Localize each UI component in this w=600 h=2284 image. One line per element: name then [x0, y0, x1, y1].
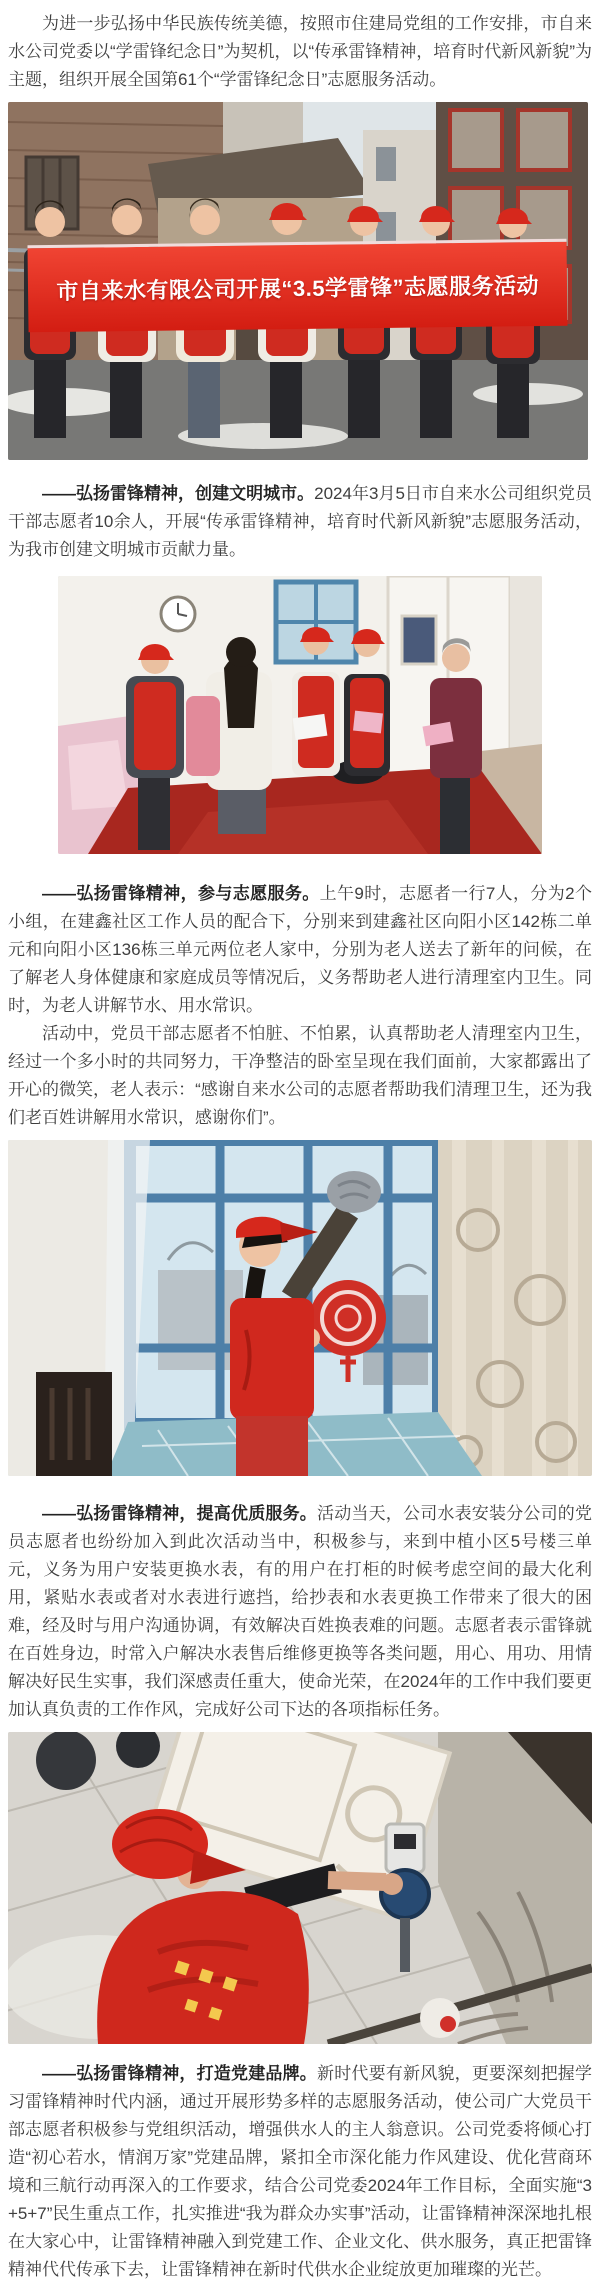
paragraph-lead: ——弘扬雷锋精神，创建文明城市。 [42, 484, 315, 503]
paragraph-text: 上午9时，志愿者一行7人，分为2个小组，在建鑫社区工作人员的配合下，分别来到建鑫社区向阳小区142栋二单元和向阳小区136栋三单元两位老人家中，分别为老人送去了新年的问候，在了解老人身体健康和家庭成员等情况后，义务帮助老人进行清理室内卫生。同时，为老人讲解节水、用水常识。 [8, 884, 592, 1015]
paragraph-text: 活动中，党员干部志愿者不怕脏、不怕累，认真帮助老人清理室内卫生，经过一个多小时的共同努力，干净整洁的卧室呈现在我们面前，大家都露出了开心的微笑，老人表示：“感谢自来水公司的志愿者帮助我们清理卫生，还为我们老百姓讲解用水常识，感谢你们”。 [8, 1024, 592, 1127]
paragraph-lead: ——弘扬雷锋精神，提高优质服务。 [42, 1504, 317, 1523]
paragraph-text: 为进一步弘扬中华民族传统美德，按照市住建局党组的工作安排，市自来水公司党委以“学雷锋纪念日”为契机，以“传承雷锋精神，培育时代新风新貌”为主题，组织开展全国第61个“学雷锋纪念日”志愿服务活动。 [8, 14, 592, 89]
paragraph-civilized-city [8, 480, 592, 564]
paragraph-cleaning [8, 1020, 592, 1132]
paragraph-text: 2024年3月5日市自来水公司组织党员干部志愿者10余人，开展“传承雷锋精神，培育时代新风新貌”志愿服务活动，为我市创建文明城市贡献力量。 [8, 484, 593, 559]
photo-home-visit[interactable] [58, 576, 542, 854]
paragraph-party-brand [8, 2060, 592, 2284]
paragraph-lead: ——弘扬雷锋精神，打造党建品牌。 [42, 2064, 317, 2083]
photo-water-meter[interactable] [8, 1732, 592, 2044]
paragraph-text: 新时代要有新风貌，更要深刻把握学习雷锋精神时代内涵，通过开展形势多样的志愿服务活动，使公司广大党员干部志愿者积极参与党组织活动，增强供水人的主人翁意识。公司党委将倾心打造“初心若水，情润万家”党建品牌，紧扣全市深化能力作风建设、优化营商环境和三航行动再深入的工作要求，结合公司党委2024年工作目标，全面实施“3+5+7”民生重点工作，扎实推进“我为群众办实事”活动，让雷锋精神深深地扎根在大家心中，让雷锋精神融入到党建工作、企业文化、供水服务，真正把雷锋精神代代传承下去，让雷锋精神在新时代供水企业绽放更加璀璨的光芒。 [8, 2064, 592, 2279]
paragraph-volunteer-service [8, 880, 592, 1020]
paragraph-lead: ——弘扬雷锋精神，参与志愿服务。 [42, 884, 320, 903]
paragraph-meter-service [8, 1500, 592, 1724]
water-meter-illustration [8, 1732, 592, 2044]
banner-text: 市自来水有限公司开展“3.5学雷锋”志愿服务活动 [28, 238, 568, 332]
photo-window-cleaning[interactable] [8, 1140, 592, 1476]
paragraph-intro [8, 10, 592, 94]
photo-group-banner[interactable] [8, 102, 588, 460]
home-visit-illustration [58, 576, 542, 854]
paragraph-text: 活动当天，公司水表安装分公司的党员志愿者也纷纷加入到此次活动当中，积极参与，来到中植小区5号楼三单元，义务为用户安装更换水表，有的用户在打柜的时候考虑空间的最大化利用，紧贴水表或者对水表进行遮挡，给抄表和水表更换工作带来了很大的困难，经及时与用户沟通协调，有效解决百姓换表难的问题。志愿者表示雷锋就在百姓身边，时常入户解决水表售后维修更换等各类问题，用心、用功、用情解决好民生实事，我们深感责任重大，使命光荣，在2024年的工作中我们要更加认真负责的工作作风，完成好公司下达的各项指标任务。 [8, 1504, 592, 1719]
window-cleaning-illustration [8, 1140, 592, 1476]
